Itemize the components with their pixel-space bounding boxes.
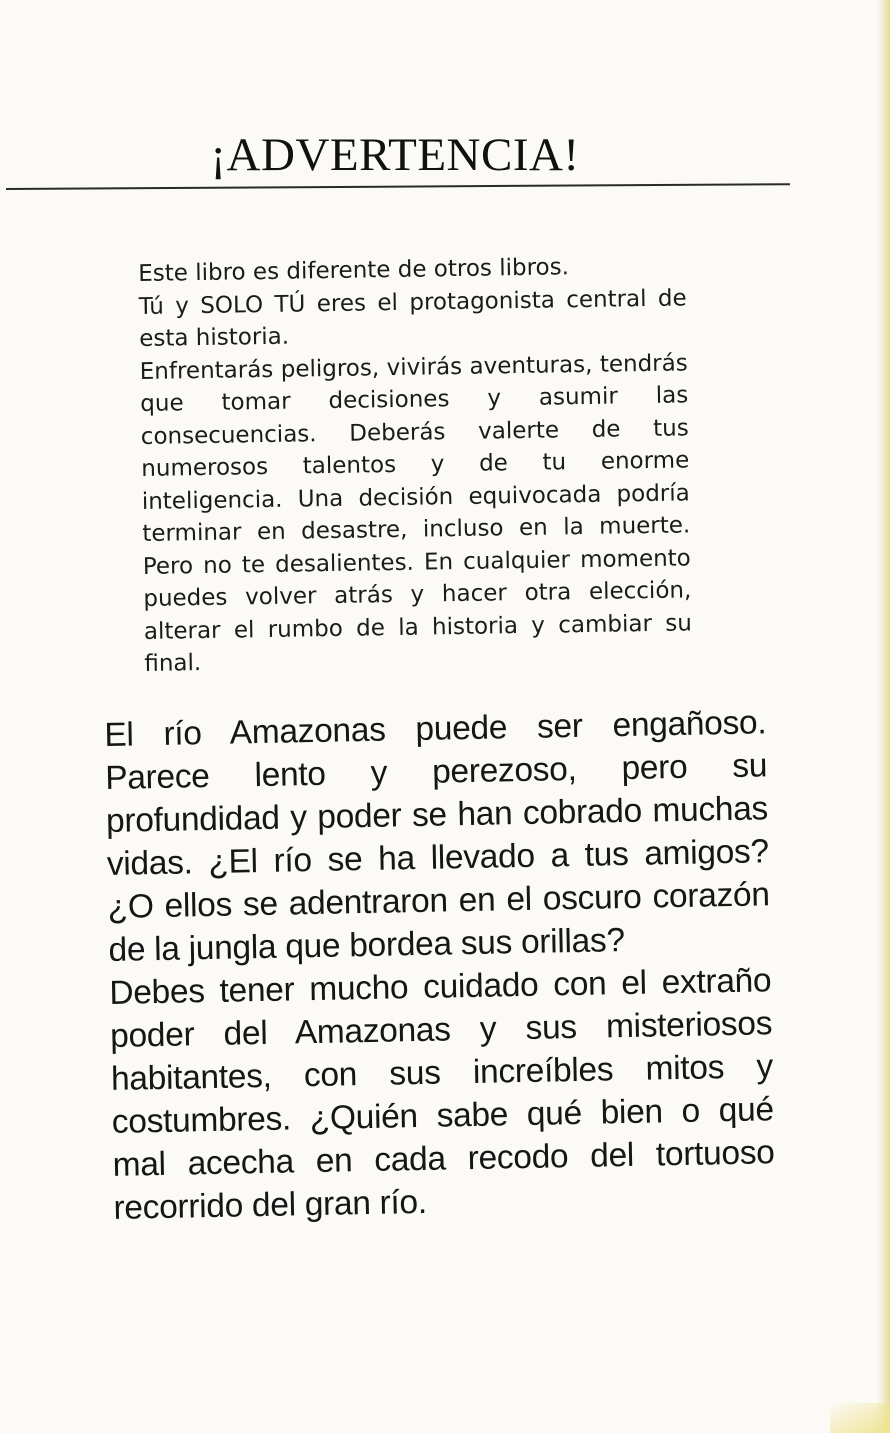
intro-line-1: Este libro es diferente de otros libros.: [138, 254, 570, 287]
page-edge: [876, 0, 890, 1433]
title-divider: [6, 183, 790, 190]
intro-line-2: Tú y SOLO TÚ eres el protagonista central de esta historia.: [138, 284, 687, 352]
intro-paragraph: Enfrentarás peligros, vivirás aventuras, tendrás que tomar decisiones y asumir las consecuencias. Deberás valerte de tus numerosos talentos y de tu enorme inteligencia. Una decisión equivocada podría terminar en desastre, incluso en la muerte. Pero no te desalientes. En cualquier momento puedes volver atrás y hacer otra elección, alterar el rumbo de la historia y cambiar su final.: [139, 349, 693, 677]
page-edge-corner: [830, 1403, 890, 1433]
story-paragraph-1: El río Amazonas puede ser engañoso. Parece lento y perezoso, pero su profundidad y poder se han cobrado muchas vidas. ¿El río se ha llevado a tus amigos? ¿O ellos se adentraron en el oscuro corazón de la jungla que bordea sus orillas?: [104, 704, 770, 969]
intro-text-block: [138, 249, 693, 680]
story-paragraph-2: Debes tener mucho cuidado con el extraño poder del Amazonas y sus misteriosos habitantes, con sus increíbles mitos y costumbres. ¿Quién sabe qué bien o qué mal acecha en cada recodo del tortuoso recorrido del gran río.: [109, 962, 775, 1227]
story-text-block: [104, 701, 776, 1230]
page-title: ¡ADVERTENCIA!: [210, 129, 580, 181]
